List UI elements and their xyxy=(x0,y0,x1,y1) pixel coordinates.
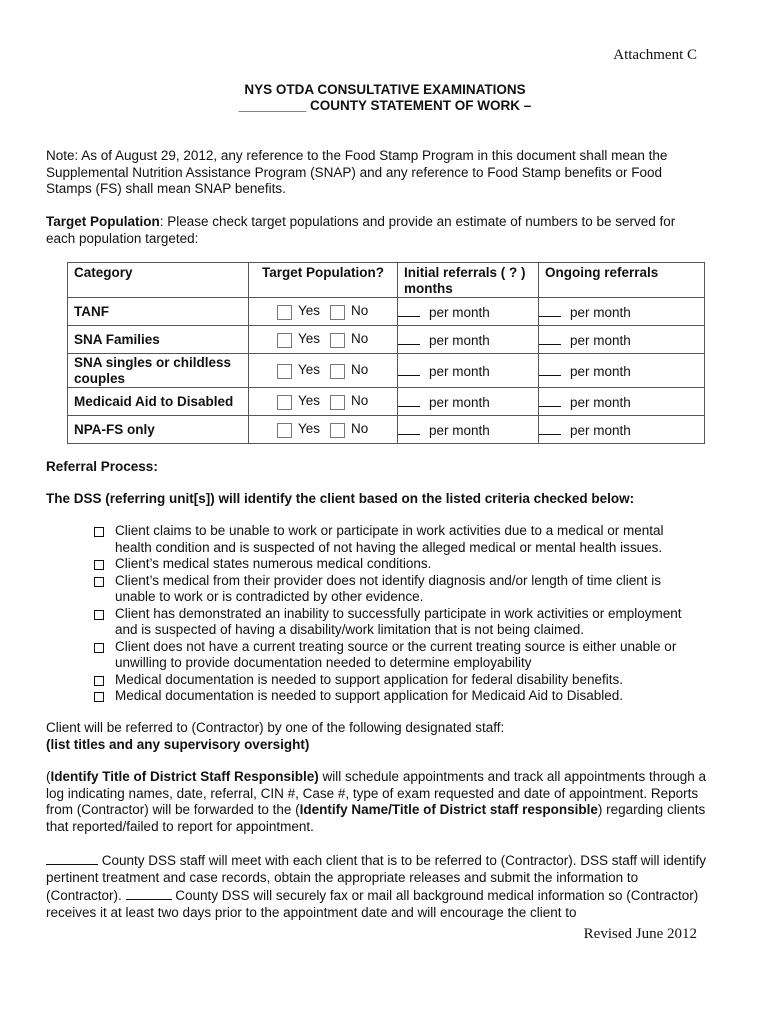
initial-referrals-cell xyxy=(398,416,539,444)
target-population-text: : Please check target populations and provide an estimate of numbers to be served for each population targeted: xyxy=(46,214,676,246)
no-checkbox[interactable] xyxy=(330,305,345,320)
category-cell: NPA-FS only xyxy=(68,416,249,444)
initial-referrals-blank[interactable] xyxy=(398,422,420,435)
no-label: No xyxy=(351,393,369,408)
list-item xyxy=(93,606,703,639)
yes-checkbox[interactable] xyxy=(277,305,292,320)
yes-label: Yes xyxy=(298,331,321,346)
target-population-instructions xyxy=(46,214,706,247)
list-item xyxy=(93,639,703,672)
header-ongoing-referrals: Ongoing referrals xyxy=(539,263,705,298)
county-blank-1[interactable] xyxy=(46,851,98,865)
referral-criteria-list xyxy=(93,523,703,705)
no-checkbox[interactable] xyxy=(330,364,345,379)
ongoing-referrals-cell xyxy=(539,326,705,354)
scheduling-paragraph xyxy=(46,769,706,835)
header-target-population: Target Population? xyxy=(249,263,398,298)
category-cell: SNA Families xyxy=(68,326,249,354)
paren-open: ( xyxy=(46,769,51,784)
initial-referrals-blank[interactable] xyxy=(398,363,420,376)
header-initial-referrals: Initial referrals ( ? ) months xyxy=(398,263,539,298)
ongoing-referrals-blank[interactable] xyxy=(539,422,561,435)
referral-process-heading: Referral Process: xyxy=(46,459,158,474)
designated-staff-instruction: (list titles and any supervisory oversight) xyxy=(46,736,310,752)
revision-date: Revised June 2012 xyxy=(583,926,697,942)
snap-note: Note: As of August 29, 2012, any reference to the Food Stamp Program in this document shall mean the Supplemental Nutrition Assistance Program (SNAP) and any reference to Food Stamp benefits or Food Stamps (FS) shall mean SNAP benefits. xyxy=(46,148,668,196)
target-population-cell xyxy=(249,416,398,444)
per-month-label: per month xyxy=(429,363,490,379)
no-label: No xyxy=(351,421,369,436)
list-item xyxy=(93,672,703,689)
criteria-text: Medical documentation is needed to support application for federal disability benefits. xyxy=(115,671,624,687)
per-month-label: per month xyxy=(570,363,631,379)
table-row xyxy=(68,326,705,354)
ongoing-referrals-cell xyxy=(539,354,705,388)
criteria-checkbox[interactable] xyxy=(94,692,104,702)
ongoing-referrals-cell xyxy=(539,416,705,444)
per-month-label: per month xyxy=(570,394,631,410)
document-title: NYS OTDA CONSULTATIVE EXAMINATIONS xyxy=(244,82,526,97)
no-checkbox[interactable] xyxy=(330,423,345,438)
document-subtitle: _________ COUNTY STATEMENT OF WORK – xyxy=(238,98,532,113)
per-month-label: per month xyxy=(570,304,631,320)
initial-referrals-cell xyxy=(398,388,539,416)
initial-referrals-cell xyxy=(398,354,539,388)
per-month-label: per month xyxy=(570,332,631,348)
initial-referrals-cell xyxy=(398,326,539,354)
designated-staff-block xyxy=(46,720,706,753)
criteria-checkbox[interactable] xyxy=(94,577,104,587)
criteria-text: Client does not have a current treating source or the current treating source is either unable or unwilling to provide documentation needed to determine employability xyxy=(115,638,677,670)
no-label: No xyxy=(351,331,369,346)
yes-label: Yes xyxy=(298,393,321,408)
identify-title-placeholder: Identify Title of District Staff Responsible) xyxy=(50,769,319,784)
category-cell: Medicaid Aid to Disabled xyxy=(68,388,249,416)
referral-criteria-heading: The DSS (referring unit[s]) will identify the client based on the listed criteria checked below: xyxy=(46,491,635,506)
designated-staff-text: Client will be referred to (Contractor) by one of the following designated staff: xyxy=(46,720,505,735)
ongoing-referrals-blank[interactable] xyxy=(539,332,561,345)
initial-referrals-blank[interactable] xyxy=(398,394,420,407)
list-item xyxy=(93,556,703,573)
no-checkbox[interactable] xyxy=(330,333,345,348)
table-row xyxy=(68,388,705,416)
category-cell: TANF xyxy=(68,298,249,326)
per-month-label: per month xyxy=(429,332,490,348)
yes-label: Yes xyxy=(298,303,321,318)
yes-label: Yes xyxy=(298,362,321,377)
initial-referrals-cell xyxy=(398,298,539,326)
criteria-checkbox[interactable] xyxy=(94,560,104,570)
target-population-cell xyxy=(249,354,398,388)
no-label: No xyxy=(351,303,369,318)
criteria-checkbox[interactable] xyxy=(94,643,104,653)
scheduling-text: will schedule appointments and track all appointments through a log indicating names, date, referral, CIN #, Case #, type of exam requested and date of appointment. Reports from (Contractor) will be forwarded to the ( xyxy=(46,769,707,817)
target-population-cell xyxy=(249,298,398,326)
yes-checkbox[interactable] xyxy=(277,333,292,348)
list-item xyxy=(93,573,703,606)
criteria-text: Medical documentation is needed to support application for Medicaid Aid to Disabled. xyxy=(115,688,624,703)
criteria-checkbox[interactable] xyxy=(94,676,104,686)
criteria-text: Client claims to be unable to work or participate in work activities due to a medical or mental health condition and is suspected of not having the alleged medical or mental health issues. xyxy=(115,523,664,555)
yes-checkbox[interactable] xyxy=(277,395,292,410)
ongoing-referrals-cell xyxy=(539,298,705,326)
per-month-label: per month xyxy=(429,304,490,320)
per-month-label: per month xyxy=(570,422,631,438)
no-checkbox[interactable] xyxy=(330,395,345,410)
yes-checkbox[interactable] xyxy=(277,364,292,379)
identify-staff-placeholder: Identify Name/Title of District staff responsible xyxy=(299,802,598,817)
criteria-text: Client’s medical from their provider does not identify diagnosis and/or length of time client is unable to work or is contradicted by other evidence. xyxy=(115,572,662,604)
target-population-label: Target Population xyxy=(46,214,160,229)
table-row xyxy=(68,354,705,388)
initial-referrals-blank[interactable] xyxy=(398,304,420,317)
ongoing-referrals-blank[interactable] xyxy=(539,394,561,407)
table-row xyxy=(68,298,705,326)
table-header-row xyxy=(68,263,705,298)
per-month-label: per month xyxy=(429,422,490,438)
ongoing-referrals-cell xyxy=(539,388,705,416)
county-dss-text-2: County DSS will securely fax or mail all background medical information so (Contractor) receives it at least two days prior to the appointment date and will encourage the client to xyxy=(46,888,699,920)
initial-referrals-blank[interactable] xyxy=(398,332,420,345)
criteria-text: Client has demonstrated an inability to successfully participate in work activities or employment and is suspected of having a disability/work limitation that is not being claimed. xyxy=(115,605,682,637)
list-item xyxy=(93,523,703,556)
criteria-text: Client’s medical states numerous medical conditions. xyxy=(115,556,432,571)
ongoing-referrals-blank[interactable] xyxy=(539,304,561,317)
ongoing-referrals-blank[interactable] xyxy=(539,363,561,376)
target-population-cell xyxy=(249,326,398,354)
list-item xyxy=(93,688,703,705)
county-blank-2[interactable] xyxy=(126,886,172,900)
header-category: Category xyxy=(68,263,249,298)
county-dss-text-1: County DSS staff will meet with each client that is to be referred to (Contractor). DSS staff will identify pertinent treatment and case records, obtain the appropriate releases and submit the information to (Contractor). xyxy=(46,853,707,903)
target-population-cell xyxy=(249,388,398,416)
attachment-label: Attachment C xyxy=(613,47,697,63)
criteria-checkbox[interactable] xyxy=(94,527,104,537)
scheduling-text-end: ) regarding clients that reported/failed to report for appointment. xyxy=(46,802,706,834)
yes-label: Yes xyxy=(298,421,321,436)
criteria-checkbox[interactable] xyxy=(94,610,104,620)
county-dss-paragraph xyxy=(46,851,706,921)
no-label: No xyxy=(351,362,369,377)
category-cell: SNA singles or childless couples xyxy=(68,354,249,388)
target-population-table xyxy=(67,262,705,444)
yes-checkbox[interactable] xyxy=(277,423,292,438)
table-row xyxy=(68,416,705,444)
per-month-label: per month xyxy=(429,394,490,410)
